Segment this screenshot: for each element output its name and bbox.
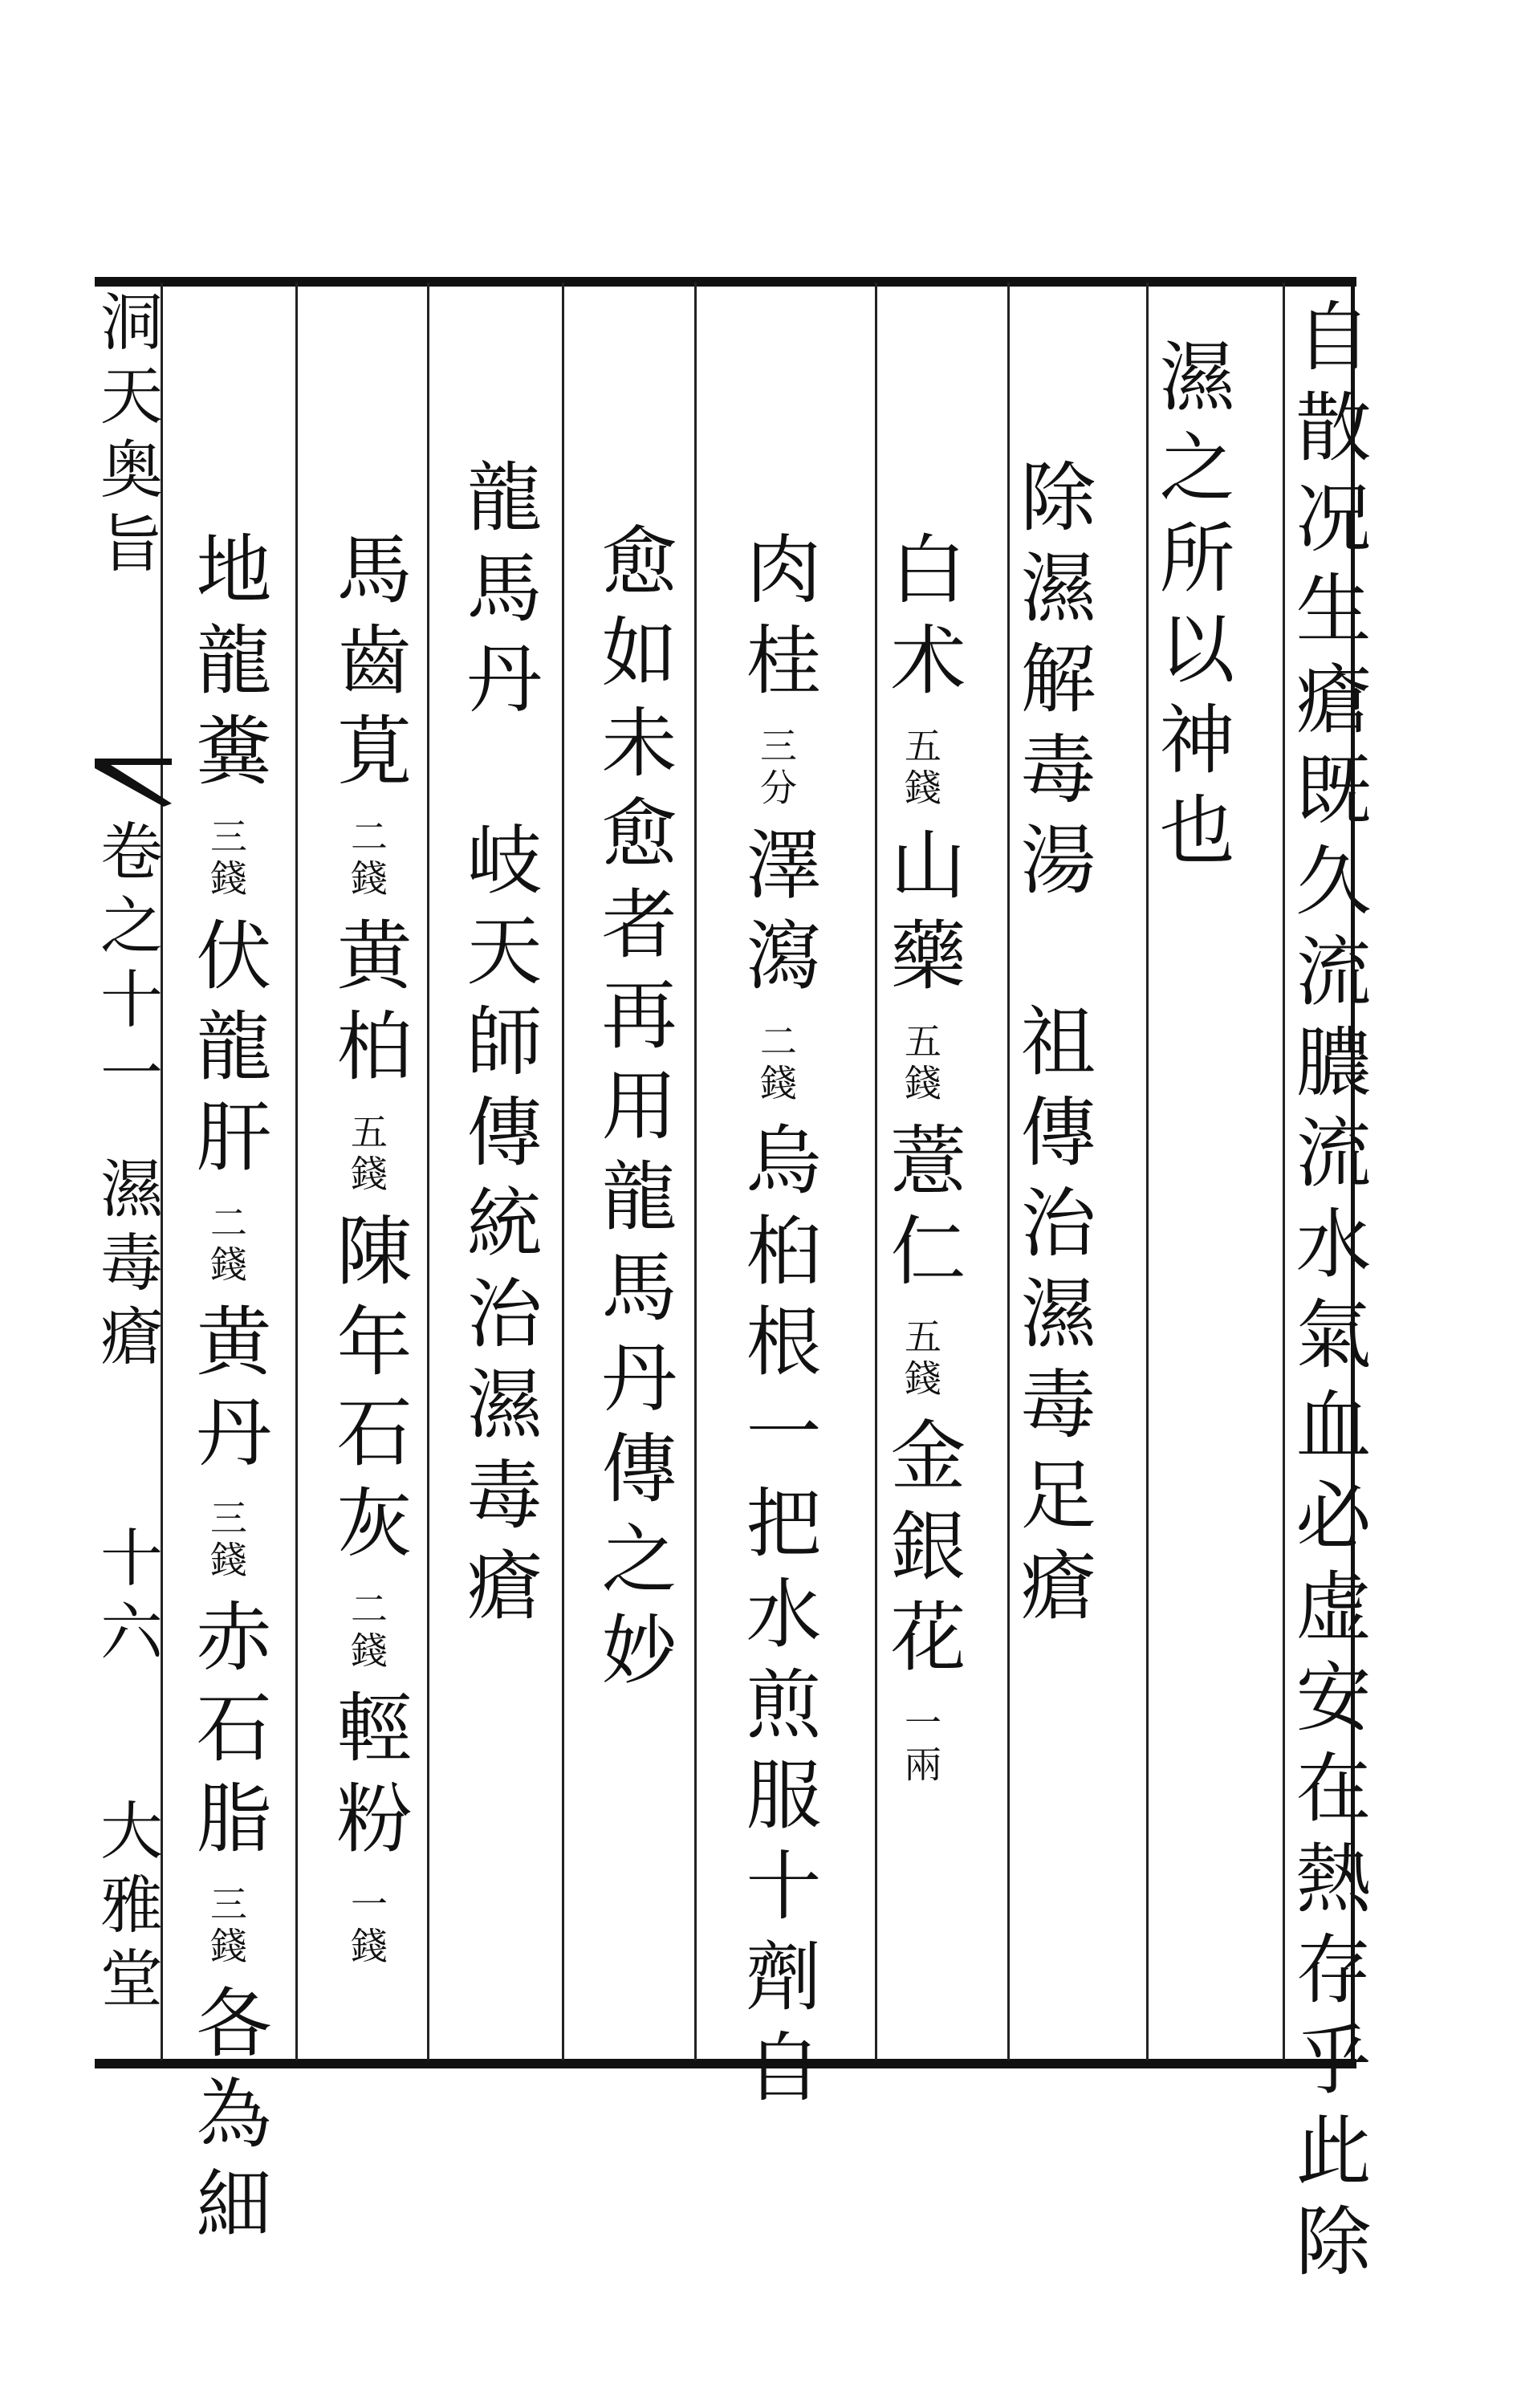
ingredient-dose: 五錢 <box>899 726 942 810</box>
text-column-6 <box>588 522 676 1701</box>
ingredient-name: 黄柏 <box>323 916 411 1097</box>
ingredient-name: 地龍糞 <box>183 530 270 802</box>
margin-topic <box>90 1156 162 1377</box>
ingredient-dose: 三錢 <box>205 1499 248 1582</box>
ingredient-column-2 <box>733 530 820 2118</box>
ingredient-dose: 五錢 <box>899 1317 942 1401</box>
text-column-2 <box>1146 337 1234 881</box>
ingredient-dose: 一兩 <box>899 1703 942 1787</box>
ingredient-column-3 <box>323 530 411 1968</box>
ingredient-name: 伏龍肝 <box>183 916 270 1188</box>
column-rule <box>562 283 564 2060</box>
ingredient-name: 陳年石灰 <box>323 1211 411 1574</box>
column-rule <box>427 283 429 2060</box>
ingredient-dose: 三錢 <box>205 817 248 901</box>
column-rule <box>295 283 298 2060</box>
ingredient-dose: 二錢 <box>205 1203 248 1287</box>
ingredient-dose: 二錢 <box>345 817 388 901</box>
text-column-1 <box>1283 297 1370 2292</box>
ingredient-name: 赤石脂 <box>183 1597 270 1869</box>
ingredient-name: 各為細 <box>183 1983 270 2255</box>
margin-hall <box>90 1798 162 2020</box>
formula-heading-column <box>1007 458 1095 1637</box>
book-title: 洞天奥旨 <box>90 289 162 584</box>
formula-title: 龍馬丹 岐天師傳統治濕毒瘡 <box>453 458 541 1637</box>
ingredient-name: 黄丹 <box>183 1302 270 1483</box>
formula-heading-column-2 <box>453 458 541 1637</box>
ingredient-name: 金銀花 <box>877 1416 965 1688</box>
page-number: 十六 <box>90 1525 162 1673</box>
chapter-label: 卷之十一 <box>90 819 162 1114</box>
ingredient-dose: 三分 <box>754 726 798 810</box>
ingredient-name: 薏仁 <box>877 1121 965 1302</box>
margin-book-title <box>90 289 162 584</box>
margin-page-number <box>90 1525 162 1673</box>
frame-bottom-border <box>95 2059 1356 2068</box>
ingredient-name: 澤瀉 <box>733 825 820 1007</box>
ingredient-column-1 <box>877 530 965 1787</box>
ingredient-dose: 五錢 <box>899 1022 942 1105</box>
ingredient-name: 馬齒莧 <box>323 530 411 802</box>
ingredient-name: 山藥 <box>877 825 965 1007</box>
fishtail-mark <box>95 759 172 807</box>
column-text: 濕之所以神也 <box>1146 337 1234 881</box>
ingredient-column-4 <box>183 530 270 2255</box>
column-text: 愈如未愈者再用龍馬丹傳之妙 <box>588 522 676 1701</box>
column-rule <box>694 283 697 2060</box>
publisher-hall: 大雅堂 <box>90 1798 162 2020</box>
topic-label: 濕毒瘡 <box>90 1156 162 1377</box>
ingredient-dose: 二錢 <box>345 1589 388 1673</box>
formula-title: 除濕解毒湯 祖傳治濕毒足瘡 <box>1007 458 1095 1637</box>
ingredient-dose: 三錢 <box>205 1885 248 1968</box>
ingredient-name: 白术 <box>877 530 965 711</box>
ingredient-dose: 一錢 <box>345 1885 388 1968</box>
frame-top-border <box>95 277 1356 287</box>
ingredient-dose: 五錢 <box>345 1112 388 1196</box>
margin-chapter <box>90 819 162 1114</box>
instruction-text: 烏桕根一把水煎服十劑自 <box>733 1121 820 2118</box>
column-text: 自散况生瘡既久流膿流水氣血必虚安在熱存乎此除 <box>1283 297 1370 2292</box>
ingredient-name: 輕粉 <box>323 1688 411 1869</box>
ingredient-dose: 二錢 <box>754 1022 798 1105</box>
ingredient-name: 肉桂 <box>733 530 820 711</box>
